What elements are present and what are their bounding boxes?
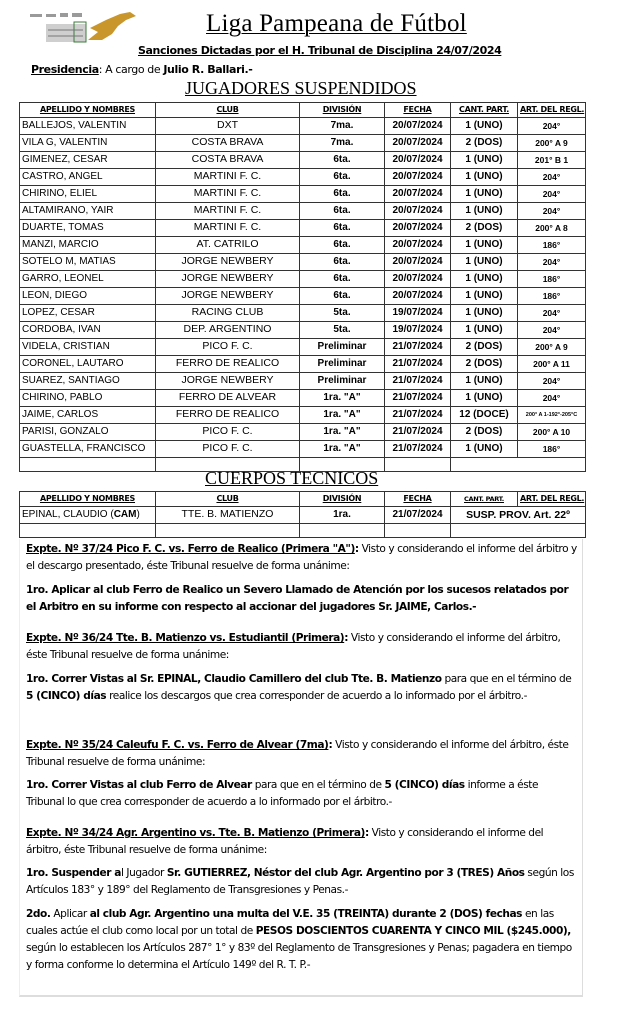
cell-club: PICO F. C. [156,441,300,458]
table-row [20,322,586,339]
expte-37-resolution [26,582,578,616]
cell-name: LEON, DIEGO [20,288,156,305]
cell-division: 6ta. [300,152,385,169]
section-title-jugadores: JUGADORES SUSPENDIDOS [185,78,417,98]
cell-division: 6ta. [300,186,385,203]
cell-art: 204° [518,322,586,339]
cell-fecha: 20/07/2024 [385,118,451,135]
cell-art: 200° A 11 [518,356,586,373]
cell-name: PARISI, GONZALO [20,424,156,441]
cell-cant: 1 (UNO) [451,254,518,271]
col-header-fecha: FECHA [385,103,451,118]
presidencia-line [31,63,252,76]
cell-art: 200° A 10 [518,424,586,441]
expte-34-resolution-1 [26,865,578,899]
cell-cant: 1 (UNO) [451,169,518,186]
colon: : [328,739,333,751]
cell-fecha: 21/07/2024 [385,507,451,524]
cell-cant: 1 (UNO) [451,118,518,135]
col-header-art: ART. DEL REGL. [518,492,586,507]
table-row [20,237,586,254]
empty-cell [20,458,156,472]
cell-club: JORGE NEWBERY [156,373,300,390]
cell-name: GIMENEZ, CESAR [20,152,156,169]
colon: : [354,543,359,555]
cell-fecha: 19/07/2024 [385,305,451,322]
expte-34-r2-bold: 2do. [26,908,51,920]
table-row [20,373,586,390]
cell-fecha: 20/07/2024 [385,203,451,220]
cell-club: JORGE NEWBERY [156,271,300,288]
cell-division: 1ra. "A" [300,441,385,458]
expte-36-r1-text: para que en el término de [441,673,572,685]
page-subtitle: Sanciones Dictadas por el H. Tribunal de Disciplina 24/07/2024 [138,44,502,57]
expte-34-r1-text: l Jugador [121,867,167,879]
cell-name: SUAREZ, SANTIAGO [20,373,156,390]
cell-division: 1ra. "A" [300,390,385,407]
cell-club: FERRO DE REALICO [156,356,300,373]
expte-36-resolution [26,671,578,705]
expte-36-intro [26,630,578,664]
cell-fecha: 20/07/2024 [385,186,451,203]
cell-club: FERRO DE ALVEAR [156,390,300,407]
cell-name: VILA G, VALENTIN [20,135,156,152]
page-title: Liga Pampeana de Fútbol [206,10,467,37]
table-row [20,152,586,169]
cell-division: 7ma. [300,118,385,135]
cell-cant: 1 (UNO) [451,237,518,254]
expte-34-r2-bold3: PESOS DOSCIENTOS CUARENTA Y CINCO MIL ($245.000), [255,925,571,937]
logo-letters-icon [30,13,82,17]
table-row [20,271,586,288]
cell-name: MANZI, MARCIO [20,237,156,254]
table-row [20,390,586,407]
cell-fecha: 21/07/2024 [385,339,451,356]
cell-cant: 1 (UNO) [451,441,518,458]
cell-fecha: 20/07/2024 [385,254,451,271]
empty-cell [451,458,586,472]
cell-club: RACING CLUB [156,305,300,322]
cell-art: 204° [518,390,586,407]
expte-34-r2-text: Aplicar [50,908,90,920]
cell-division: 6ta. [300,288,385,305]
expte-34-r1-text2: según los Artículos 183° y 189° del Reglamento de Transgresiones y Penas.- [26,867,574,896]
cell-fecha: 21/07/2024 [385,390,451,407]
cell-cant: 1 (UNO) [451,305,518,322]
table-row [20,186,586,203]
cell-cant: 1 (UNO) [451,203,518,220]
expte-35-heading: Expte. Nº 35/24 Caleufu F. C. vs. Ferro de Alvear (7ma) [26,739,329,751]
cell-cant: 2 (DOS) [451,339,518,356]
expte-35-r1-text: para que en el término de [251,779,385,791]
cell-division: 6ta. [300,254,385,271]
cell-cant: 1 (UNO) [451,373,518,390]
presidencia-label: Presidencia [31,63,99,76]
cell-name: LOPEZ, CESAR [20,305,156,322]
col-header-name: APELLIDO Y NOMBRES [20,492,156,507]
expte-35-r1-text2: informe a éste Tribunal lo que crea corresponder de acuerdo a lo informado por el árbitro.- [26,779,539,808]
cell-division: 6ta. [300,237,385,254]
cell-art: 200° A 8 [518,220,586,237]
cell-club: AT. CATRILO [156,237,300,254]
table-row [20,288,586,305]
cell-club: FERRO DE REALICO [156,407,300,424]
cell-division: 1ra. "A" [300,407,385,424]
table-row-empty [20,524,586,538]
expte-37-r1: 1ro. Aplicar al club Ferro de Realico un Severo Llamado de Atención por los sucesos relatados por el Arbitro en su informe con respecto al accionar del jugadores Sr. JAIME, Carlos.- [26,584,569,613]
expte-34-r2-bold2: al club Agr. Argentino una multa del V.E. 35 (TREINTA) durante 2 (DOS) fechas [89,908,523,920]
table-header-row [20,103,586,118]
expte-35-intro [26,737,578,771]
table-row [20,339,586,356]
expte-36-r1-bold: 1ro. Correr Vistas al Sr. EPINAL, Claudio Camillero del club Tte. B. Matienzo [26,673,442,685]
cell-fecha: 21/07/2024 [385,424,451,441]
expte-36-r1-text2: realice los descargos que crea corresponder de acuerdo a lo informado por el árbitro.- [106,690,527,702]
table-header-row [20,492,586,507]
table-row [20,424,586,441]
table-row [20,118,586,135]
cell-name: JAIME, CARLOS [20,407,156,424]
name-end: ) [136,509,140,520]
cell-division: 1ra. [300,507,385,524]
cell-fecha: 19/07/2024 [385,322,451,339]
cell-art: 204° [518,118,586,135]
cell-name: DUARTE, TOMAS [20,220,156,237]
cell-division: Preliminar [300,356,385,373]
league-logo [28,10,148,46]
expte-37-intro-text: Visto y considerando el informe del árbitro y el descargo presentado, éste Tribunal resuelve de forma unánime: [26,543,577,572]
cell-cant: 1 (UNO) [451,152,518,169]
cell-name: BALLEJOS, VALENTIN [20,118,156,135]
cell-club: MARTINI F. C. [156,169,300,186]
cell-art: 201° B 1 [518,152,586,169]
cell-fecha: 20/07/2024 [385,288,451,305]
col-header-division: DIVISIÓN [300,492,385,507]
cell-name: CORDOBA, IVAN [20,322,156,339]
empty-cell [156,524,300,538]
cell-art: 200° A 9 [518,339,586,356]
cell-art: 186° [518,288,586,305]
cell-name: CASTRO, ANGEL [20,169,156,186]
col-header-art: ART. DEL REGL. [518,103,586,118]
cell-art: 204° [518,254,586,271]
expte-35-resolution [26,777,578,811]
logo-field-icon [46,22,86,42]
empty-cell [385,524,451,538]
cell-division: Preliminar [300,373,385,390]
cell-club: COSTA BRAVA [156,152,300,169]
cell-name: ALTAMIRANO, YAIR [20,203,156,220]
col-header-club: CLUB [156,103,300,118]
cell-club: MARTINI F. C. [156,203,300,220]
cell-name: GUASTELLA, FRANCISCO [20,441,156,458]
expte-37-intro [26,541,578,575]
expte-34-r2-text3: según lo establecen los Artículos 287° 1° y 83º del Reglamento de Transgresiones y Penas; pagadera en tiempo y forma conforme lo determina el Artículo 149º del R. T. P.- [26,942,572,971]
cell-division: 5ta. [300,322,385,339]
expte-35-r1-bold2: 5 (CINCO) días [384,779,465,791]
col-header-fecha: FECHA [385,492,451,507]
cell-name: CHIRINO, ELIEL [20,186,156,203]
expte-35-r1-bold: 1ro. Correr Vistas al club Ferro de Alvear [26,779,252,791]
expte-34-r1-bold2: Sr. GUTIERREZ, Néstor del club Agr. Argentino por 3 (TRES) Años [166,867,525,879]
cell-fecha: 21/07/2024 [385,373,451,390]
cell-division: 6ta. [300,271,385,288]
expte-35-intro-text: Visto y considerando el informe del árbitro, éste Tribunal resuelve de forma unánime: [26,739,569,768]
expte-34-r2-text2: en las cuales actúe el club como local por un total de [26,908,554,937]
expte-34-resolution-2 [26,906,578,974]
jugadores-table [19,102,586,472]
colon: : [364,827,369,839]
cell-name [20,507,156,524]
presidencia-name: Julio R. Ballari.- [163,63,253,76]
cell-fecha: 21/07/2024 [385,441,451,458]
cell-club: COSTA BRAVA [156,135,300,152]
empty-cell [451,524,586,538]
col-header-club: CLUB [156,492,300,507]
cell-fecha: 20/07/2024 [385,169,451,186]
cell-club: JORGE NEWBERY [156,254,300,271]
section-title-cuerpos: CUERPOS TECNICOS [205,468,379,488]
cell-name: SOTELO M, MATIAS [20,254,156,271]
cell-division: 1ra. "A" [300,424,385,441]
cell-art: 204° [518,169,586,186]
cell-cant: 1 (UNO) [451,322,518,339]
col-header-cant: CANT. PART. [451,103,518,118]
cell-division: 6ta. [300,220,385,237]
table-row [20,356,586,373]
cell-cant: 2 (DOS) [451,356,518,373]
empty-cell [20,524,156,538]
cell-club: DEP. ARGENTINO [156,322,300,339]
cell-cant: 1 (UNO) [451,390,518,407]
cell-art: 186° [518,441,586,458]
cell-art: 204° [518,203,586,220]
table-row [20,169,586,186]
cell-club: MARTINI F. C. [156,220,300,237]
cell-club: JORGE NEWBERY [156,288,300,305]
cuerpos-table [19,491,586,538]
cell-art: 204° [518,186,586,203]
cell-fecha: 20/07/2024 [385,135,451,152]
cell-club: PICO F. C. [156,339,300,356]
cell-division: 7ma. [300,135,385,152]
cell-fecha: 21/07/2024 [385,407,451,424]
table-row [20,407,586,424]
role-text: CAM [113,509,137,520]
table-row [20,305,586,322]
cell-cant: 2 (DOS) [451,424,518,441]
col-header-cant: CANT. PART. [451,492,518,507]
table-row [20,254,586,271]
cell-art: 186° [518,271,586,288]
cell-art: 204° [518,305,586,322]
expte-34-intro-text: Visto y considerando el informe del árbitro, éste Tribunal resuelve de forma unánime: [26,827,544,856]
expte-37-heading: Expte. Nº 37/24 Pico F. C. vs. Ferro de Realico (Primera "A") [26,543,355,555]
cell-cant: 1 (UNO) [451,288,518,305]
cell-art: 186° [518,237,586,254]
cell-art: 200° A 1-192°-205°C [518,407,586,424]
cell-cant: 12 (DOCE) [451,407,518,424]
cell-fecha: 20/07/2024 [385,237,451,254]
presidencia-sep: : A cargo de [98,63,164,76]
cell-division: Preliminar [300,339,385,356]
cell-club: DXT [156,118,300,135]
empty-cell [300,524,385,538]
cell-name: CHIRINO, PABLO [20,390,156,407]
expte-34-intro [26,825,578,859]
table-row [20,203,586,220]
col-header-name: APELLIDO Y NOMBRES [20,103,156,118]
table-row [20,135,586,152]
expte-36-r1-bold2: 5 (CINCO) días [26,690,107,702]
expte-34-heading: Expte. Nº 34/24 Agr. Argentino vs. Tte. B. Matienzo (Primera) [26,827,365,839]
cell-cant: 2 (DOS) [451,220,518,237]
colon: : [344,632,348,644]
cell-cant: 1 (UNO) [451,271,518,288]
cell-club: PICO F. C. [156,424,300,441]
cell-fecha: 21/07/2024 [385,356,451,373]
cell-division: 6ta. [300,169,385,186]
table-row [20,220,586,237]
cell-club: MARTINI F. C. [156,186,300,203]
logo-player-icon [88,12,136,40]
cell-name: GARRO, LEONEL [20,271,156,288]
expte-36-intro-text: Visto y considerando el informe del árbitro, éste Tribunal resuelve de forma unánime: [26,632,561,661]
col-header-division: DIVISIÓN [300,103,385,118]
cell-fecha: 20/07/2024 [385,152,451,169]
cell-fecha: 20/07/2024 [385,220,451,237]
cell-art: 200° A 9 [518,135,586,152]
cell-fecha: 20/07/2024 [385,271,451,288]
cell-name: CORONEL, LAUTARO [20,356,156,373]
cell-sancion: SUSP. PROV. Art. 22º [451,507,586,524]
cell-division: 6ta. [300,203,385,220]
cell-club: TTE. B. MATIENZO [156,507,300,524]
empty-cell [385,458,451,472]
cell-division: 5ta. [300,305,385,322]
cell-cant: 2 (DOS) [451,135,518,152]
expte-36-heading: Expte. Nº 36/24 Tte. B. Matienzo vs. Estudiantil (Primera) [26,632,345,644]
expte-34-r1-bold: 1ro. Suspender a [26,867,122,879]
cell-art: 204° [518,373,586,390]
cell-name: VIDELA, CRISTIAN [20,339,156,356]
table-row [20,507,586,524]
table-row [20,441,586,458]
name-text: EPINAL, CLAUDIO ( [22,509,114,520]
cell-cant: 1 (UNO) [451,186,518,203]
